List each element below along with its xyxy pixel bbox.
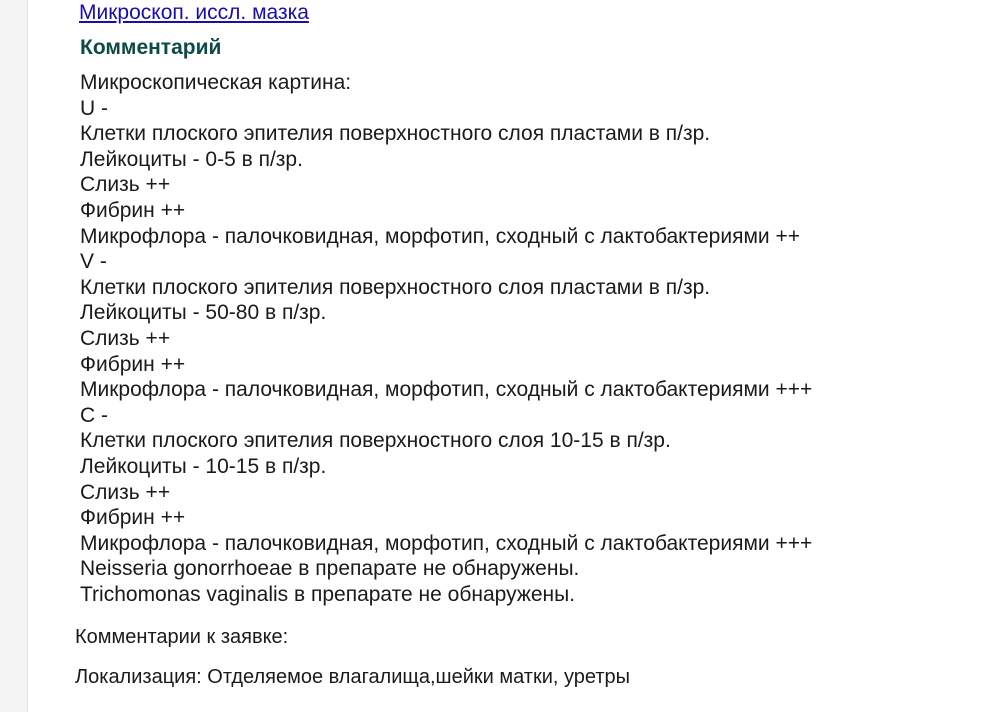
comment-line: Микрофлора - палочковидная, морфотип, сходный с лактобактериями +++ xyxy=(80,531,813,555)
comment-line: Клетки плоского эпителия поверхностного слоя пластами в п/зр. xyxy=(80,122,711,146)
comment-line: Лейкоциты - 50-80 в п/зр. xyxy=(80,301,327,325)
comment-line: Neisseria gonorrhoeae в препарате не обнаружены. xyxy=(80,557,580,581)
comment-line: Клетки плоского эпителия поверхностного слоя пластами в п/зр. xyxy=(80,275,711,299)
comment-line: Фибрин ++ xyxy=(80,506,186,530)
comment-line: Лейкоциты - 0-5 в п/зр. xyxy=(80,147,303,171)
comment-line: Фибрин ++ xyxy=(80,352,186,376)
comment-line: Слизь ++ xyxy=(80,480,171,504)
comment-line: Слизь ++ xyxy=(80,173,171,197)
comment-heading: Комментарий xyxy=(80,36,222,59)
comment-line: U - xyxy=(80,96,108,120)
microscopy-smear-link[interactable]: Микроскоп. иссл. мазка xyxy=(79,1,309,24)
comment-line: Микрофлора - палочковидная, морфотип, сходный с лактобактериями ++ xyxy=(80,224,800,248)
comment-body xyxy=(80,70,812,607)
localization-text: Локализация: Отделяемое влагалища,шейки матки, уретры xyxy=(75,666,630,688)
comment-line: Фибрин ++ xyxy=(80,198,186,222)
document-content xyxy=(27,0,1000,712)
comment-line: Слизь ++ xyxy=(80,326,171,350)
order-comments-label: Комментарии к заявке: xyxy=(75,626,289,648)
comment-line: V - xyxy=(80,250,107,274)
comment-line: C - xyxy=(80,403,108,427)
comment-line: Клетки плоского эпителия поверхностного слоя 10-15 в п/зр. xyxy=(80,429,671,453)
comment-line: Лейкоциты - 10-15 в п/зр. xyxy=(80,454,327,478)
left-sidebar-edge xyxy=(0,0,28,712)
comment-line: Trichomonas vaginalis в препарате не обнаружены. xyxy=(80,582,576,606)
comment-line: Микроскопическая картина: xyxy=(80,71,352,94)
comment-line: Микрофлора - палочковидная, морфотип, сходный с лактобактериями +++ xyxy=(80,378,813,402)
